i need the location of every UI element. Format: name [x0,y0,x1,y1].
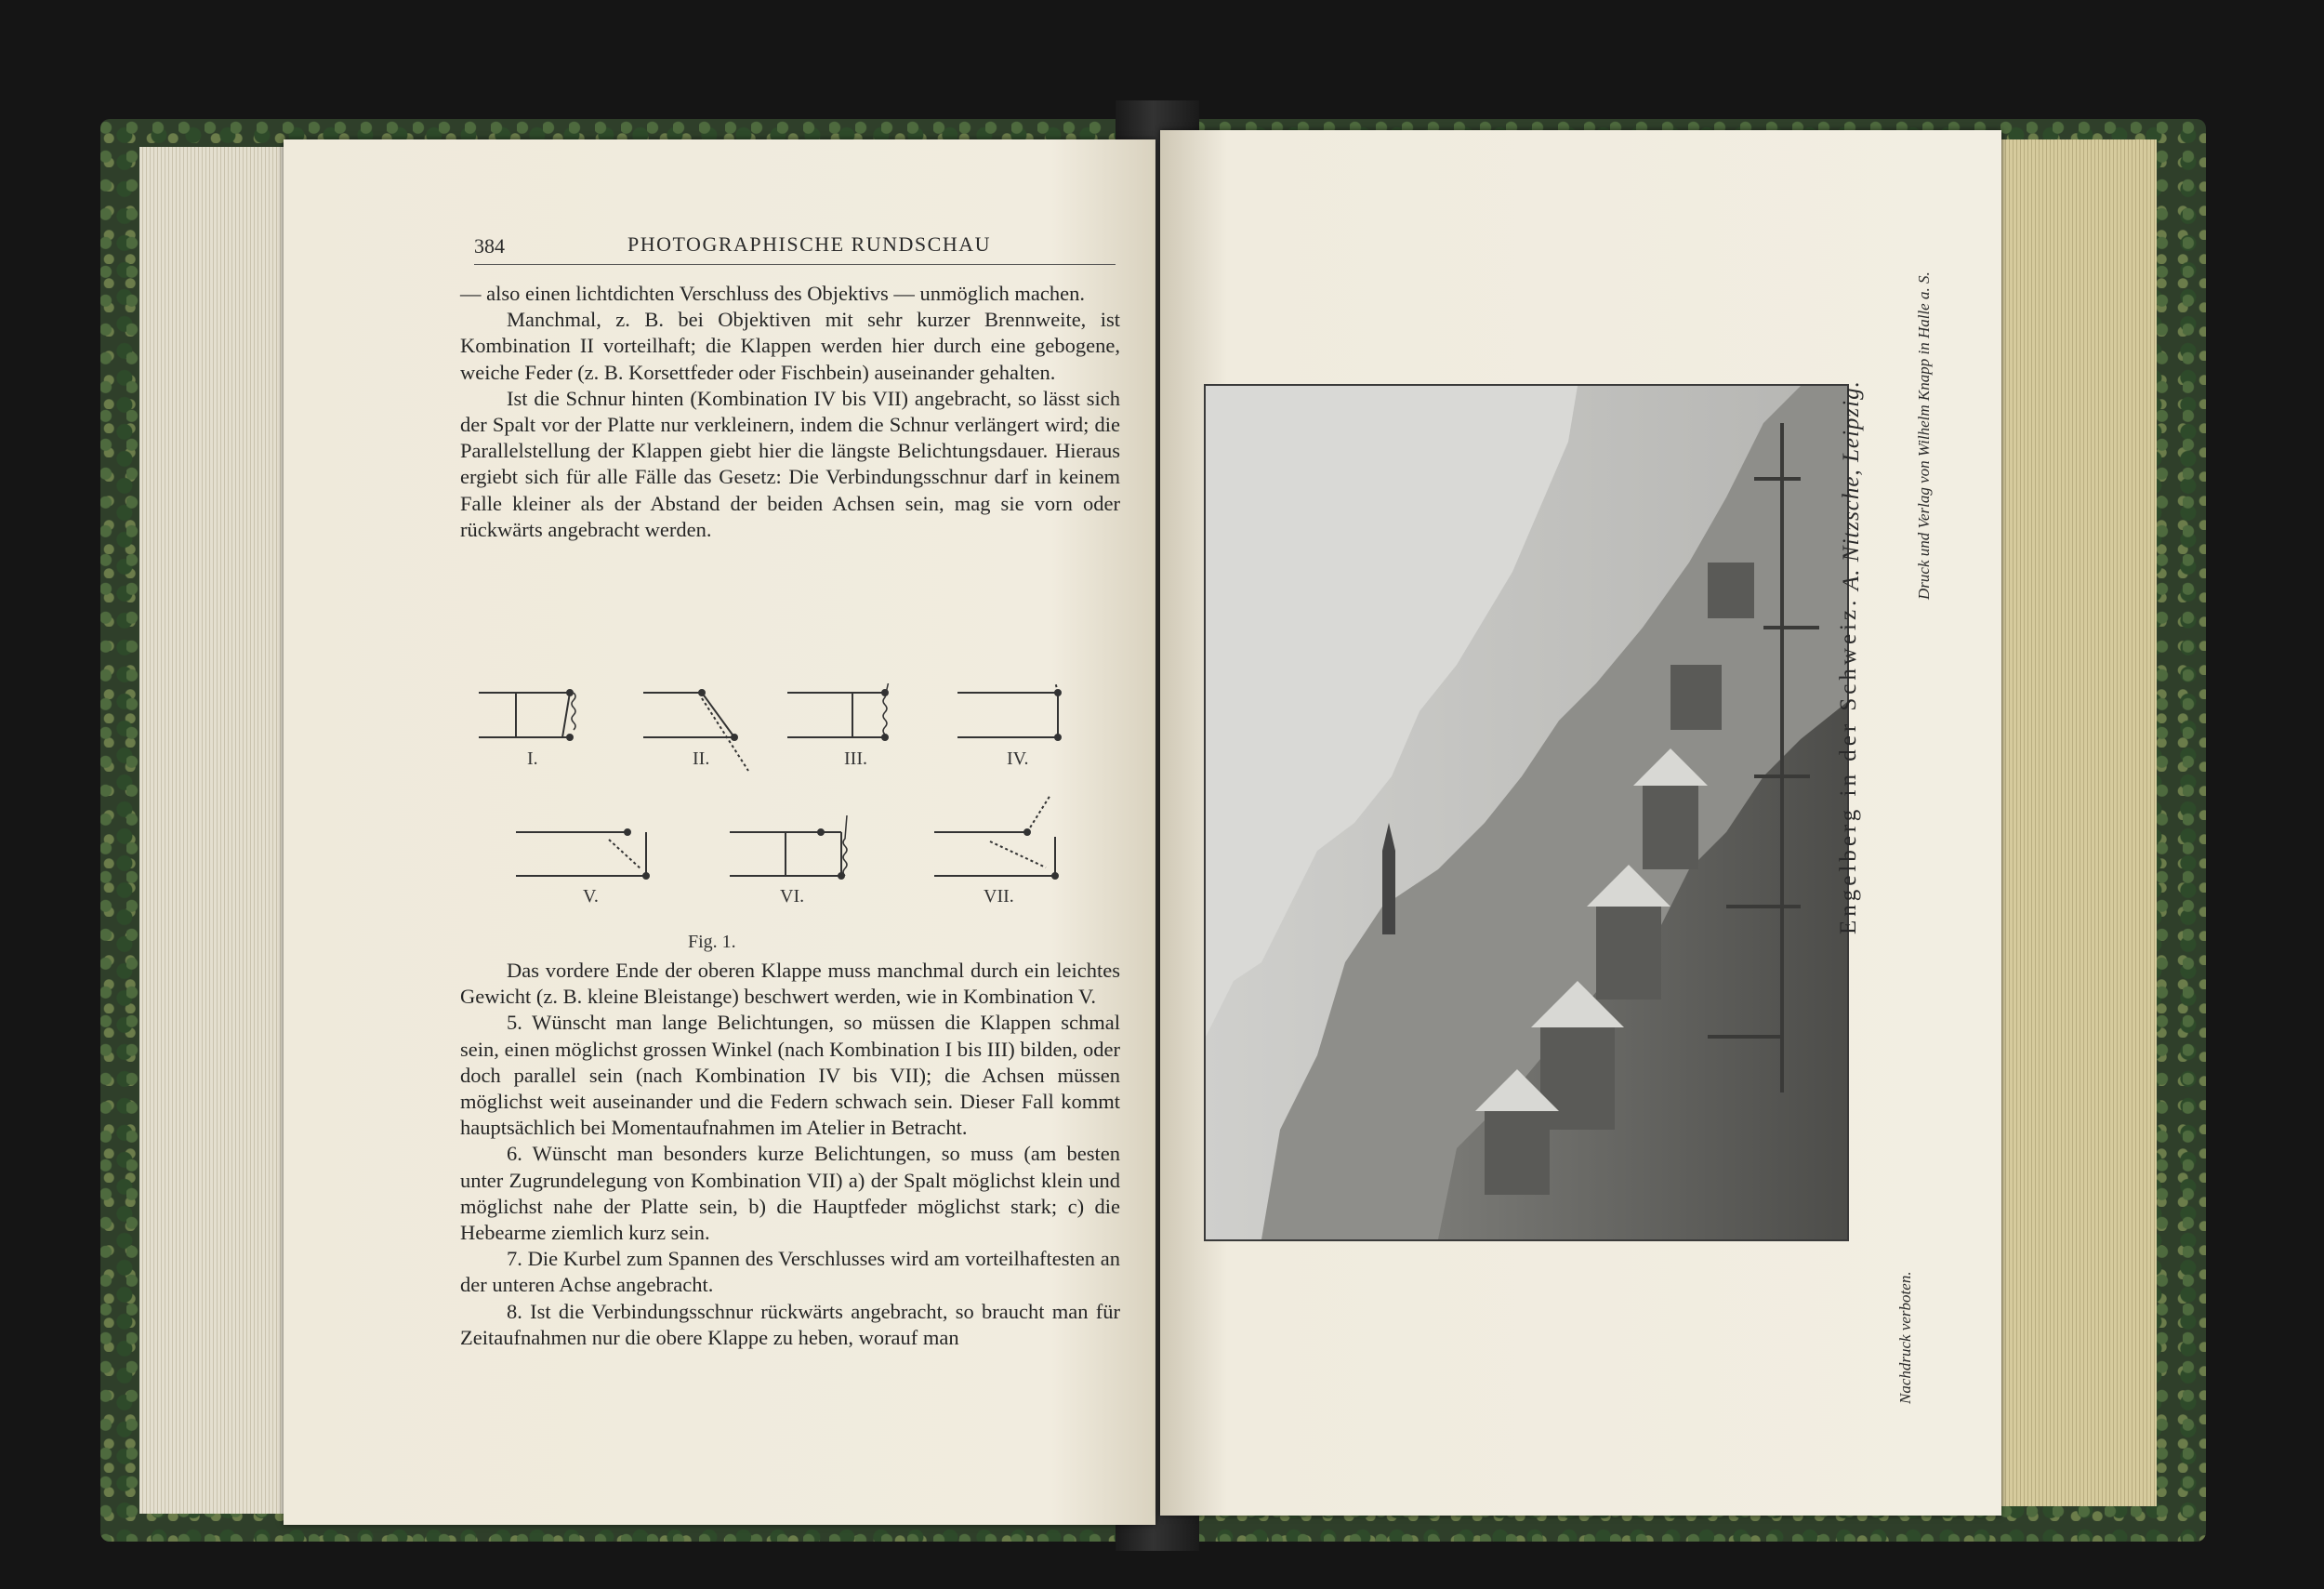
diagram-vi [730,815,847,879]
photographer-credit: A. Nitzsche, Leipzig. [1839,380,1864,590]
figure-label: III. [844,748,867,769]
body-text-top [460,281,1120,543]
diagram-iii [787,683,892,740]
paragraph: 6. Wünscht man besonders kurze Belichtungen, so muss (am besten unter Zugrundelegung von Kombination VII) a) der Spalt möglichst klein und möglichst nahe der Platte sein, b) die Hauptfeder möglichst stark; c) die Hebearme ziemlich kurz sein. [460,1142,1120,1245]
figure-label: VII. [984,886,1014,907]
diagram-v [516,829,649,879]
figure-shutter-combinations [469,683,1111,930]
figure-label: I. [527,748,538,769]
publisher-credit: Druck und Verlag von Wilhelm Knapp in Halle a. S. [1915,271,1933,600]
page-edges-left [139,147,288,1514]
paragraph: — also einen lichtdichten Verschluss des Objektivs — unmöglich machen. [460,282,1085,305]
running-head-title: PHOTOGRAPHISCHE RUNDSCHAU [627,232,991,256]
paragraph: Das vordere Ende der oberen Klappe muss manchmal durch ein leichtes Gewicht (z. B. kleine Bleistange) beschwert werden, wie in Kombination V. [460,959,1120,1009]
copyright-notice: Nachdruck verboten. [1896,1271,1914,1404]
figure-label: VI. [780,886,805,907]
paragraph: 7. Die Kurbel zum Spannen des Verschlusses wird am vorteilhaftesten an der unteren Achse angebracht. [460,1247,1120,1297]
figure-label: II. [693,748,710,769]
figure-caption: Fig. 1. [688,932,736,952]
landscape-photo [1206,386,1847,1239]
figure-label: V. [583,886,599,907]
paragraph: 5. Wünscht man lange Belichtungen, so müssen die Klappen schmal sein, einen möglichst grossen Winkel (nach Kombination I bis III) bilden, oder doch parallel sein (nach Kombination IV bis VII); die Achsen müssen möglichst weit auseinander und die Federn schwach sein. Dieser Fall kommt hauptsächlich bei Momentaufnahmen im Atelier in Betracht. [460,1011,1120,1140]
paragraph: Manchmal, z. B. bei Objektiven mit sehr kurzer Brennweite, ist Kombination II vorteilhaft; die Klappen werden hier durch eine gebogene, weiche Feder (z. B. Korsettfeder oder Fischbein) auseinander gehalten. [460,308,1120,384]
diagram-i [479,690,575,740]
body-text-bottom [460,958,1120,1351]
page-number: 384 [474,234,505,258]
diagram-iv [957,683,1061,740]
diagram-vii [934,795,1058,879]
running-head [474,232,1116,265]
paragraph: Ist die Schnur hinten (Kombination IV bis VII) angebracht, so lässt sich der Spalt vor der Platte nur verkleinern, indem die Schnur verlängert wird; die Parallelstellung der Klappen giebt hier die längste Belichtungsdauer. Hieraus ergiebt sich für alle Fälle das Gesetz: Die Verbindungsschnur darf in keinem Falle kleiner als der Abstand der beiden Achsen sein, mag sie vorn oder rückwärts angebracht werden. [460,386,1120,541]
figure-label: IV. [1007,748,1029,769]
photograph-plate [1204,384,1849,1241]
page-edges-right [1999,139,2157,1506]
paragraph: 8. Ist die Verbindungsschnur rückwärts angebracht, so braucht man für Zeitaufnahmen nur die obere Klappe zu heben, worauf man [460,1299,1120,1349]
plate-title: Engelberg in der Schweiz. [1836,596,1861,934]
